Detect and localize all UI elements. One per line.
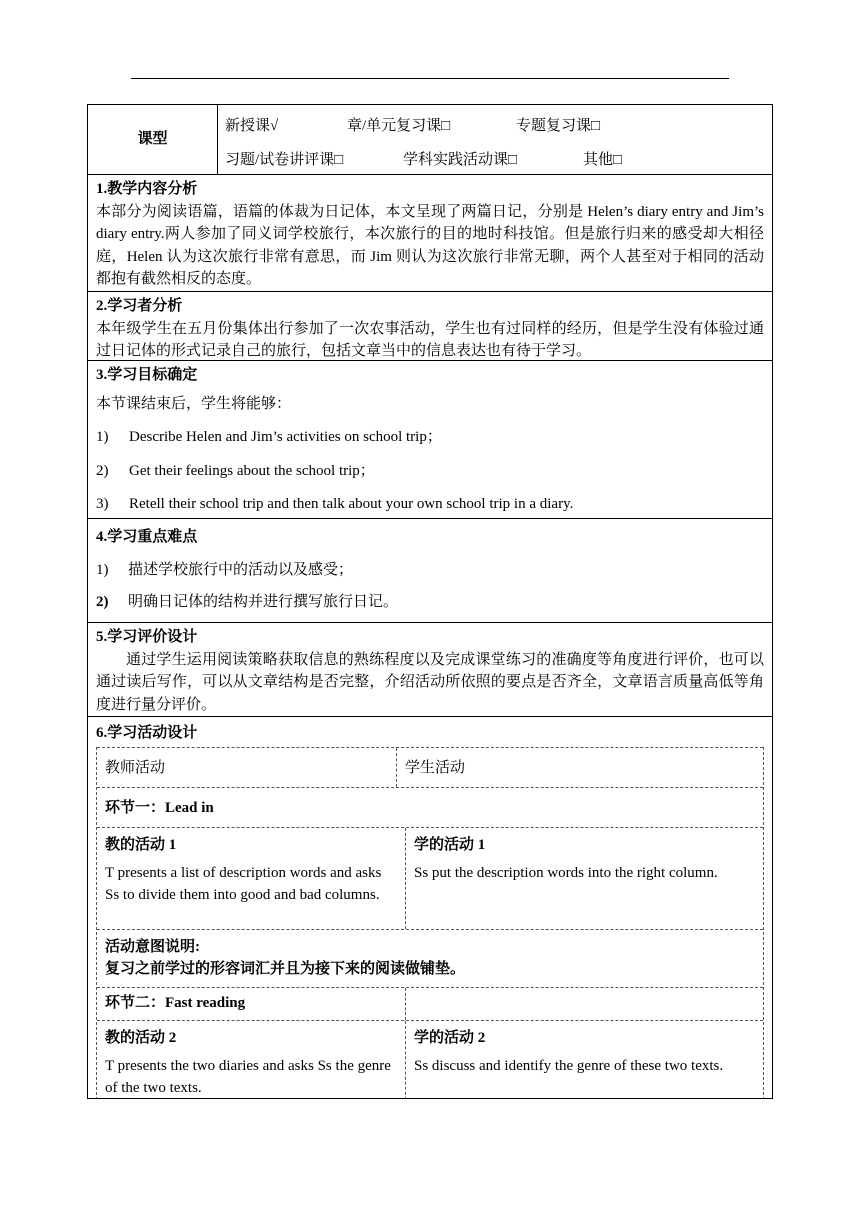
- intent-row: [97, 929, 763, 987]
- section-title: 1.教学内容分析: [96, 181, 198, 197]
- objectives-intro: 本节课结束后，学生将能够：: [96, 395, 292, 412]
- intent-body: 复习之前学过的形容词汇并且为接下来的阅读做铺垫。: [105, 960, 466, 977]
- stage-empty-cell: [406, 988, 763, 1020]
- lesson-type-label: 课型: [88, 105, 218, 174]
- assessment-section: [88, 622, 772, 716]
- section-title: 2.学习者分析: [96, 298, 183, 314]
- lesson-type-option: 其他□: [583, 152, 623, 168]
- stage-title: 环节一：Lead in: [105, 799, 214, 816]
- intent-cell: [97, 930, 763, 987]
- lesson-type-options: [218, 105, 772, 174]
- student-activity-title: 学的活动 2: [414, 1029, 486, 1046]
- objective-item: 3) Retell their school trip and then talk about your own school trip in a diary.: [96, 496, 574, 512]
- teacher-activity-body: T presents a list of description words and asks Ss to divide them into good and bad columns.: [105, 864, 382, 903]
- lesson-type-option: 习题/试卷讲评课□: [225, 152, 344, 168]
- key-points-section: [88, 518, 772, 622]
- student-activity-body: Ss discuss and identify the genre of these two texts.: [414, 1057, 724, 1074]
- activity-design-section: [88, 716, 772, 1099]
- key-point-item: 1) 描述学校旅行中的活动以及感受；: [96, 561, 354, 578]
- stage-title: 环节二：Fast reading: [97, 988, 406, 1020]
- student-activity-body: Ss put the description words into the right column.: [414, 864, 718, 881]
- objective-item: 2) Get their feelings about the school trip；: [96, 462, 375, 479]
- key-point-item: 2) 明确日记体的结构并进行撰写旅行日记。: [96, 594, 399, 610]
- section-title: 3.学习目标确定: [96, 367, 198, 383]
- teacher-column-header: 教师活动: [97, 748, 397, 787]
- teacher-activity-cell: [97, 828, 406, 929]
- teacher-activity-title: 教的活动 1: [105, 836, 177, 853]
- lesson-type-option: 专题复习课□: [516, 118, 601, 134]
- activity-row: [97, 827, 763, 929]
- lesson-type-option: 章/单元复习课□: [347, 118, 451, 134]
- teacher-activity-cell: [97, 1021, 406, 1100]
- lesson-type-option: 新授课√: [225, 118, 279, 134]
- section-body: 本部分为阅读语篇，语篇的体裁为日记体，本文呈现了两篇日记，分别是 Helen’s diary entry and Jim’s diary entry.两人参加了同义词学校旅行，本次旅行的目的地时科技馆。但是旅行归来的感受却大相径庭，Helen 认为这次旅行非常有意思，而 Jim 则认为这次旅行非常无聊，两个人甚至对于相同的活动都抱有截然相反的态度。: [96, 203, 764, 287]
- activity-row: [97, 1020, 763, 1100]
- content-analysis-section: [88, 174, 772, 291]
- learner-analysis-section: [88, 291, 772, 360]
- section-title: 5.学习评价设计: [96, 629, 198, 645]
- section-title: 6.学习活动设计: [96, 725, 198, 741]
- stage-row: [97, 987, 763, 1020]
- lesson-type-row: [88, 105, 772, 174]
- objective-item: 1) Describe Helen and Jim’s activities on school trip；: [96, 429, 442, 445]
- header-rule: [131, 78, 729, 79]
- activity-table: [96, 747, 764, 1100]
- stage-row: [97, 787, 763, 827]
- intent-label: 活动意图说明:: [105, 938, 200, 955]
- section-body: 通过学生运用阅读策略获取信息的熟练程度以及完成课堂练习的准确度等角度进行评价，也可以通过读后写作，可以从文章结构是否完整，介绍活动所依照的要点是否齐全，文章语言质量高低等角度进行量分评价。: [96, 651, 764, 713]
- section-title: 4.学习重点难点: [96, 529, 198, 545]
- lesson-plan-table: [87, 104, 773, 1099]
- student-activity-title: 学的活动 1: [414, 836, 486, 853]
- student-column-header: 学生活动: [405, 759, 466, 776]
- student-activity-cell: [406, 828, 763, 929]
- lesson-type-option: 学科实践活动课□: [403, 152, 518, 168]
- student-activity-cell: [406, 1021, 763, 1100]
- activity-header-row: [97, 747, 763, 787]
- teacher-activity-body: T presents the two diaries and asks Ss the genre of the two texts.: [105, 1057, 391, 1096]
- section-body: 本年级学生在五月份集体出行参加了一次农事活动，学生也有过同样的经历，但是学生没有体验过通过日记体的形式记录自己的旅行，包括文章当中的信息表达也有待于学习。: [96, 320, 764, 359]
- learning-objectives-section: [88, 360, 772, 518]
- teacher-activity-title: 教的活动 2: [105, 1029, 177, 1046]
